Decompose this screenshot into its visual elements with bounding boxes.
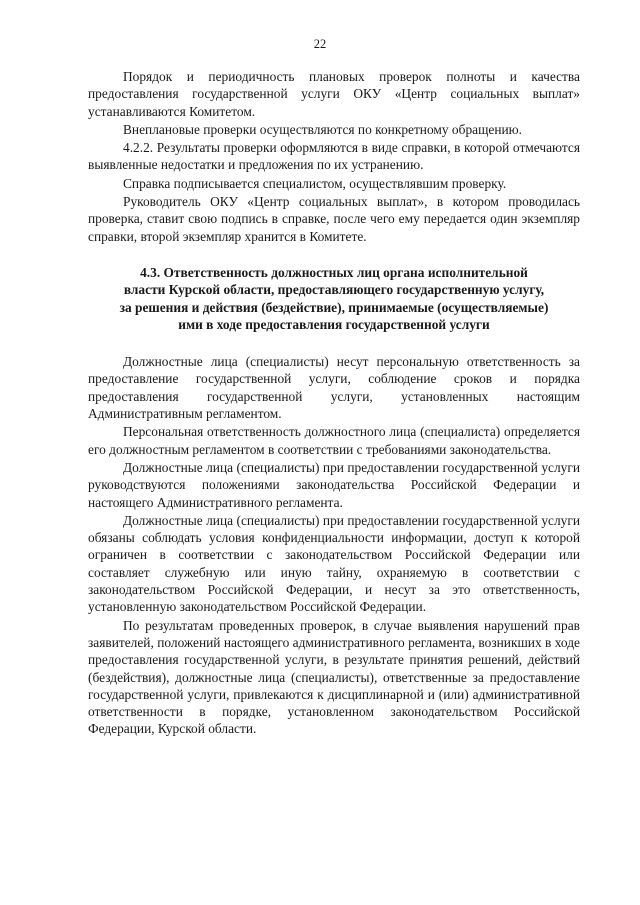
paragraph-violations-liability: По результатам проведенных проверок, в случае выявления нарушений прав заявителей, положений настоящего административного регламента, возникших в ходе предоставления государственной услуги, в результате принятия решений, действий (бездействия), должностные лица (специалисты), ответственные за предоставление государственной услуги, привлекаются к дисциплинарной и (или) административной ответственности в порядке, установленном законодательством Российской Федерации, Курской области. bbox=[88, 617, 580, 737]
paragraph-head-signature: Руководитель ОКУ «Центр социальных выплат», в котором проводилась проверка, ставит свою подпись в справке, после чего ему передается один экземпляр справки, второй экземпляр хранится в Комитете. bbox=[88, 194, 580, 244]
document-body bbox=[88, 68, 580, 739]
paragraph-personal-responsibility: Должностные лица (специалисты) несут персональную ответственность за предоставление государственной услуги, соблюдение сроков и порядка предоставления государственной услуги, установленных настоящим Административным регламентом. bbox=[88, 354, 580, 422]
page-number: 22 bbox=[313, 37, 327, 51]
paragraph-inspection-order: Порядок и периодичность плановых проверок полноты и качества предоставления государственной услуги ОКУ «Центр социальных выплат» устанавливаются Комитетом. bbox=[88, 69, 580, 119]
section-heading-line: 4.3. Ответственность должностных лиц органа исполнительной bbox=[140, 264, 528, 280]
paragraph-confidentiality: Должностные лица (специалисты) при предоставлении государственной услуги обязаны соблюдать условия конфиденциальности информации, доступ к которой ограничен в соответствии с законодательством Российской Федерации или составляет служебную или иную тайну, охраняемую в соответствии с законодательством Российской Федерации, и несут за это ответственность, установленную законодательством Российской Федерации. bbox=[88, 512, 580, 615]
paragraph-inspection-results: 4.2.2. Результаты проверки оформляются в виде справки, в которой отмечаются выявленные недостатки и предложения по их устранению. bbox=[88, 140, 580, 173]
section-heading-line: власти Курской области, предоставляющего государственную услугу, bbox=[123, 282, 545, 298]
section-heading-line: ими в ходе предоставления государственной услуги bbox=[178, 316, 490, 332]
paragraph-report-signing: Справка подписывается специалистом, осуществлявшим проверку. bbox=[123, 175, 507, 191]
section-heading-line: за решения и действия (бездействие), принимаемые (осуществляемые) bbox=[119, 299, 549, 315]
paragraph-unscheduled-inspections: Внеплановые проверки осуществляются по конкретному обращению. bbox=[123, 121, 523, 137]
section-heading-4-3 bbox=[88, 264, 580, 333]
paragraph-job-regulation: Персональная ответственность должностного лица (специалиста) определяется его должностным регламентом в соответствии с требованиями законодательства. bbox=[88, 424, 580, 457]
paragraph-legislation-guidance: Должностные лица (специалисты) при предоставлении государственной услуги руководствуются положениями законодательства Российской Федерации и настоящего Административного регламента. bbox=[88, 459, 580, 510]
